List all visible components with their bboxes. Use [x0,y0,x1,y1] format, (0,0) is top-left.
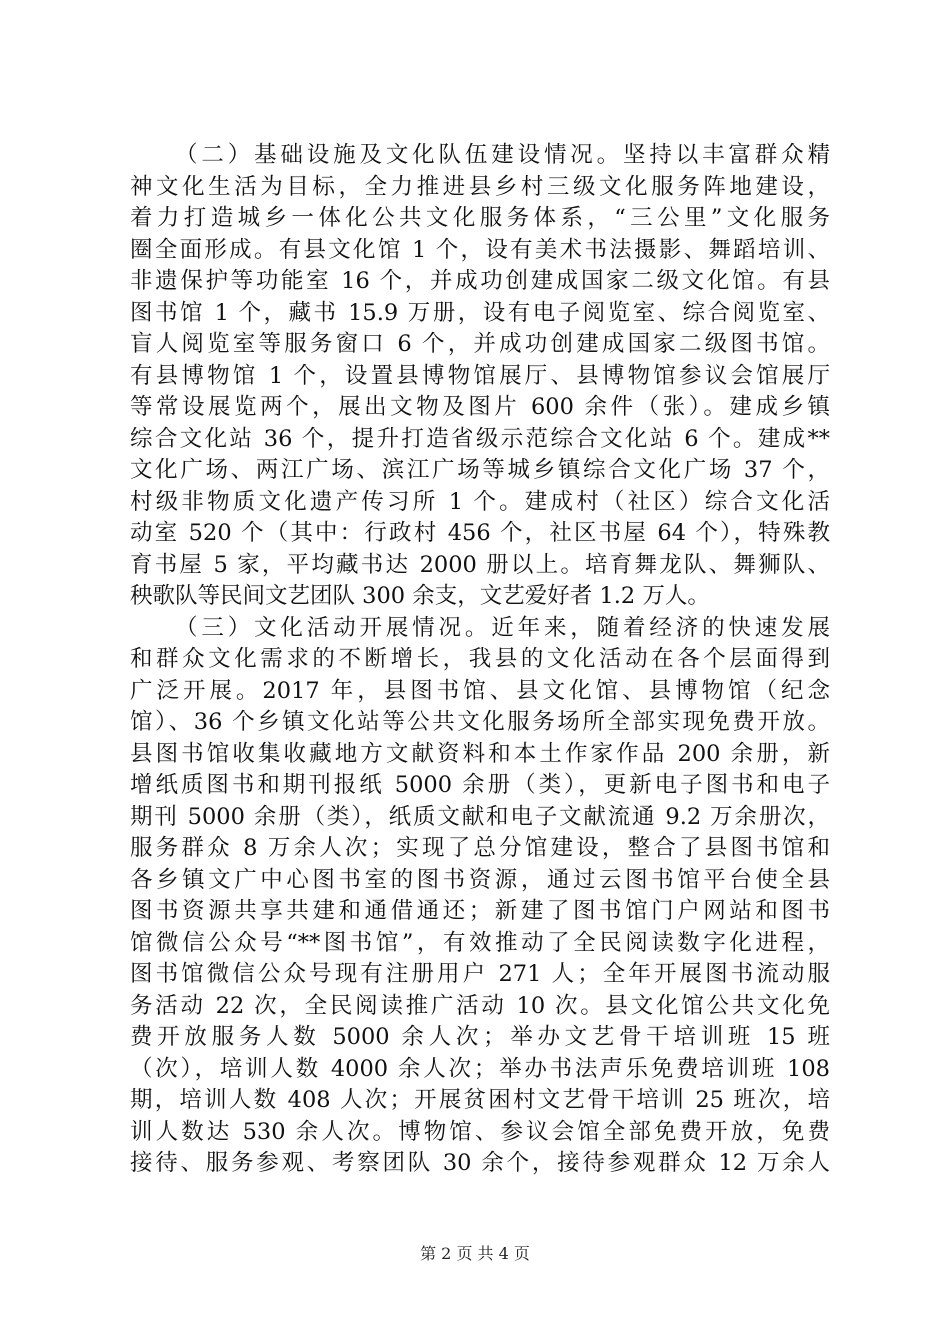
text-line: 图书馆微信公众号现有注册用户 271 人；全年开展图书流动服 [130,961,830,987]
page-number-footer: 第 2 页 共 4 页 [420,1244,530,1263]
text-line: 文化广场、两江广场、滨江广场等城乡镇综合文化广场 37 个， [130,457,830,483]
text-line: 服务群众 8 万余人次；实现了总分馆建设，整合了县图书馆和 [130,835,830,861]
text-line: 期刊 5000 余册（类），纸质文献和电子文献流通 9.2 万余册次， [130,803,830,830]
text-line: 图书馆 1 个，藏书 15.9 万册，设有电子阅览室、综合阅览室、 [130,299,830,326]
text-line: 馆微信公众号“**图书馆”，有效推动了全民阅读数字化进程， [130,929,830,956]
paragraph-cultural-activities [130,613,830,1180]
text-line: 动室 520 个（其中：行政村 456 个，社区书屋 64 个），特殊教 [130,520,830,546]
text-line: 有县博物馆 1 个，设置县博物馆展厅、县博物馆参议会馆展厅 [130,362,830,389]
text-line: 综合文化站 36 个，提升打造省级示范综合文化站 6 个。建成** [130,425,830,452]
text-line: 接待、服务参观、考察团队 30 余个，接待参观群众 12 万余人 [130,1150,830,1176]
text-line: （二）基础设施及文化队伍建设情况。坚持以丰富群众精 [175,142,830,168]
text-line: 神文化生活为目标，全力推进县乡村三级文化服务阵地建设， [130,173,830,200]
text-line: 县图书馆收集收藏地方文献资料和本土作家作品 200 余册，新 [130,740,830,767]
text-line: 等常设展览两个，展出文物及图片 600 余件（张）。建成乡镇 [130,394,830,420]
text-line: 广泛开展。2017 年，县图书馆、县文化馆、县博物馆（纪念 [130,677,830,704]
text-line: 期，培训人数 408 人次；开展贫困村文艺骨干培训 25 班次，培 [130,1087,830,1113]
text-line: 非遗保护等功能室 16 个，并成功创建成国家二级文化馆。有县 [130,268,830,294]
text-line: 务活动 22 次，全民阅读推广活动 10 次。县文化馆公共文化免 [130,992,830,1019]
text-line: 和群众文化需求的不断增长，我县的文化活动在各个层面得到 [130,646,830,672]
text-line: 训人数达 530 余人次。博物馆、参议会馆全部免费开放，免费 [130,1118,830,1145]
text-line: 增纸质图书和期刊报纸 5000 余册（类），更新电子图书和电子 [130,772,830,798]
text-line: （三）文化活动开展情况。近年来，随着经济的快速发展 [175,614,830,641]
text-line: 圈全面形成。有县文化馆 1 个，设有美术书法摄影、舞蹈培训、 [130,236,830,263]
text-line: 各乡镇文广中心图书室的图书资源，通过云图书馆平台使全县 [130,866,830,893]
paragraph-infrastructure [130,140,830,613]
text-line: 盲人阅览室等服务窗口 6 个，并成功创建成国家二级图书馆。 [130,331,830,357]
text-line: 费开放服务人数 5000 余人次；举办文艺骨干培训班 15 班 [130,1024,830,1050]
text-line: 馆）、36 个乡镇文化站等公共文化服务场所全部实现免费开放。 [130,709,830,735]
text-line: 秧歌队等民间文艺团队 300 余支，文艺爱好者 1.2 万人。 [130,583,710,609]
text-line: 育书屋 5 家，平均藏书达 2000 册以上。培育舞龙队、舞狮队、 [130,551,830,578]
text-line: 图书资源共享共建和通借通还；新建了图书馆门户网站和图书 [130,898,830,924]
text-line: 着力打造城乡一体化公共文化服务体系，“三公里”文化服务 [130,205,830,231]
document-body [130,140,830,1180]
text-line: 村级非物质文化遗产传习所 1 个。建成村（社区）综合文化活 [130,488,830,515]
text-line: （次），培训人数 4000 余人次；举办书法声乐免费培训班 108 [130,1055,830,1082]
